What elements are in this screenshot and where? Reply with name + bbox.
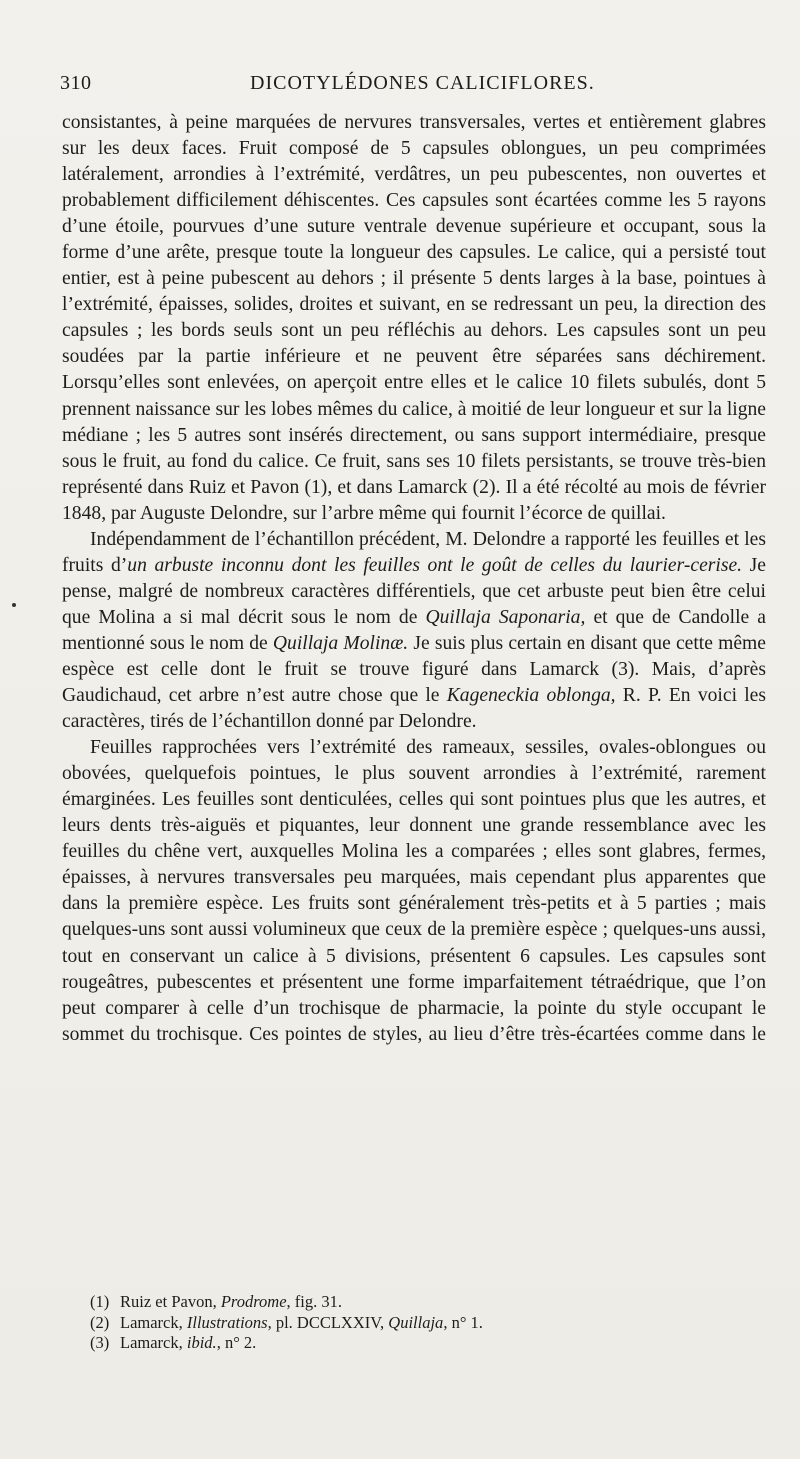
margin-mark xyxy=(12,603,16,607)
text-run: , pl. DCCLXXIV, xyxy=(267,1312,389,1332)
text-run: consistantes, à peine marquées de nervures transversales, vertes et entièrement glabres sur les deux faces. Fruit composé de 5 capsules oblongues, un peu comprimées latéralement, arrondies à l’extrémité, verdâtres, un peu pubescentes, non ouvertes et probablement difficilement déhiscentes. Ces capsules sont écartées comme les 5 rayons d’une étoile, pourvues d’une suture ventrale devenue supérieure et occupant, sous la forme d’une arête, presque toute la longueur des capsules. Le calice, qui a persisté tout entier, est à peine pubescent au dehors ; il présente 5 dents larges à la base, pointues à l’extrémité, épaisses, solides, droites et suivant, en se redressant un peu, la direction des capsules ; les bords seuls sont un peu réfléchis au dehors. Les capsules sont un peu soudées par la partie inférieure et ne peuvent être séparées sans déchirement. Lorsqu’elles sont enlevées, on aperçoit entre elles et le calice 10 filets subulés, dont 5 prennent naissance sur les lobes mêmes du calice, à moitié de leur longueur et sur la ligne médiane ; les 5 autres sont insérés directement, ou sans support intermédiaire, presque sous le fruit, au fond du calice. Ce fruit, sans ses 10 filets persistants, se trouve très-bien représenté dans Ruiz et Pavon (1), et dans Lamarck (2). Il a été récolté au mois de février 1848, par Auguste Delondre, sur l’arbre même qui fournit l’écorce de quillai. xyxy=(62,112,766,524)
paragraph-1 xyxy=(62,110,766,527)
italic-run: Quillaja Saponaria, xyxy=(425,606,586,628)
text-run: , n° 1. xyxy=(443,1312,483,1332)
paragraph-2 xyxy=(62,527,766,735)
text-run: , n° 2. xyxy=(216,1333,257,1352)
text-run: Ruiz et Pavon, xyxy=(120,1292,221,1311)
text-run: Lamarck, xyxy=(120,1333,187,1352)
footnotes xyxy=(90,1292,730,1354)
footnote-1 xyxy=(90,1292,730,1313)
italic-run: ibid. xyxy=(186,1333,217,1352)
footnote-2 xyxy=(90,1313,730,1334)
text-run: R. P. En voici les caractères, tirés de l’échantillon donné par Delondre. xyxy=(62,685,766,733)
paragraph-3 xyxy=(62,735,766,1048)
footnote-3 xyxy=(90,1333,730,1354)
italic-run: un arbuste inconnu dont les feuilles ont le goût de celles du laurier-cerise. xyxy=(127,554,743,576)
running-title: DICOTYLÉDONES CALICIFLORES. xyxy=(250,72,595,94)
footnote-marker: (2) xyxy=(90,1312,110,1332)
page-header xyxy=(60,66,760,98)
italic-run: Quillaja xyxy=(388,1312,444,1332)
italic-run: Kageneckia oblonga, xyxy=(446,685,616,707)
text-run: et que de Candolle a mentionné sous le nom de xyxy=(62,606,767,654)
italic-run: Quillaja Molinæ. xyxy=(272,632,409,654)
text-run: Lamarck, xyxy=(120,1312,187,1332)
text-run: Je pense, malgré de nombreux caractères différentiels, que cet arbuste peut bien être celui que Molina a si mal décrit sous le nom de xyxy=(62,554,766,628)
text-run: Indépendamment de l’échantillon précédent, M. Delondre a rapporté les feuilles et les fruits d’ xyxy=(62,528,766,576)
text-run: Feuilles rapprochées vers l’extrémité des rameaux, sessiles, ovales-oblongues ou obovées, quelquefois pointues, le plus souvent arrondies à l’extrémité, rarement émarginées. Les feuilles sont denticulées, celles qui sont pointues plus que les autres, et leurs dents très-aiguës et piquantes, leur donnent une grande ressemblance avec les feuilles du chêne vert, auxquelles Molina les a comparées ; elles sont glabres, fermes, épaisses, à nervures transversales peu marquées, mais cependant plus apparentes que dans la première espèce. Les fruits sont généralement très-petits et à 5 parties ; mais quelques-uns sont aussi volumineux que ceux de la première espèce ; quelques-uns aussi, tout en conservant un calice à 5 divisions, présentent 6 capsules. Les capsules sont rougeâtres, pubescentes et présentent une forme imparfaitement tétraédrique, que l’on peut comparer à celle d’un trochisque de pharmacie, la pointe du style occupant le sommet du trochisque. Ces pointes de styles, au lieu d’être très-écartées comme dans le xyxy=(62,737,766,1045)
text-run: Je suis plus certain en disant que cette même espèce est celle dont le fruit se trouve figuré dans Lamarck (3). Mais, d’après Gaudichaud, cet arbre n’est autre chose que le xyxy=(62,632,766,707)
italic-run: Illustrations xyxy=(186,1312,268,1332)
body-text xyxy=(62,110,766,1048)
text-run: , fig. 31. xyxy=(286,1292,342,1311)
italic-run: Prodrome xyxy=(220,1292,287,1311)
footnote-marker: (1) xyxy=(90,1292,110,1311)
footnote-marker: (3) xyxy=(90,1333,110,1352)
page-number: 310 xyxy=(60,72,92,94)
